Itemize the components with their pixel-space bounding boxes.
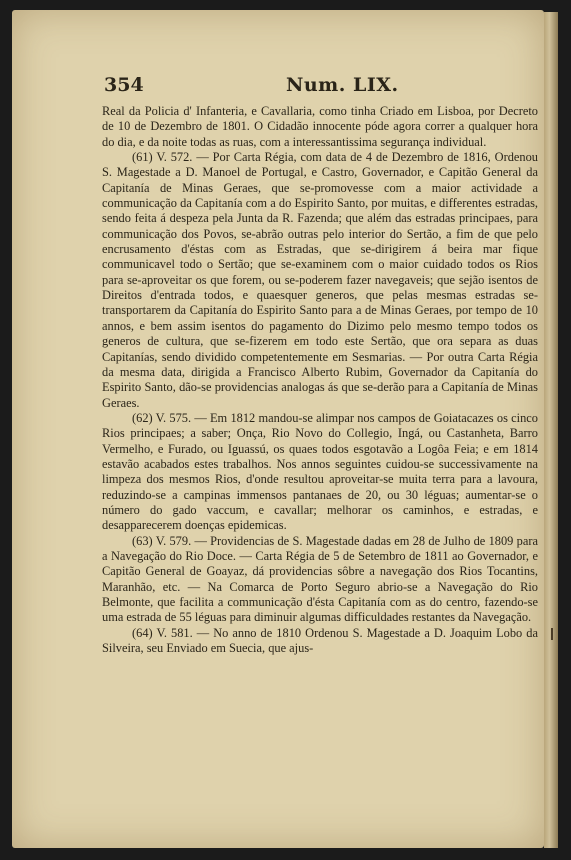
margin-mark <box>551 628 553 640</box>
body-text <box>102 104 538 656</box>
note-64: (64) V. 581. — No anno de 1810 Ordenou S. Magestade a D. Joaquim Lobo da Silveira, seu Enviado em Suecia, que ajus- <box>102 625 538 656</box>
page-header <box>104 74 524 96</box>
note-63: (63) V. 579. — Providencias de S. Magestade dadas em 28 de Julho de 1809 para a Navegação do Rio Doce. — Carta Régia de 5 de Setembro de 1811 ao Governador, e Capitão General de Goayaz, dá providencias sôbre a navegação dos Rios Tocantins, Maranhão, etc. — Na Comarca de Porto Seguro abrio-se a Navegação do Rio Belmonte, que facilita a communicação d'ésta Capitanía com as do centro, fazendo-se uma estrada de 55 léguas para diminuir algumas difficuldades restantes da Navegação. <box>102 533 538 625</box>
page-number: 354 <box>104 74 144 96</box>
note-62: (62) V. 575. — Em 1812 mandou-se alimpar nos campos de Goiatacazes os cinco Rios principaes; a saber; Onça, Rio Novo do Collegio, Ingá, ou Castanheta, Barro Vermelho, e Furado, ou Iguassú, os quaes todos esgotavão a Logôa Feia; e em 1814 estavão acabados estes trabalhos. Nos annos seguintes cuidou-se successivamente na limpeza dos mesmos Rios, d'onde resultou aproveitar-se muita terra para a lavoura, reduzindo-se a campinas immensos pantanaes de 20, ou 30 léguas; aumentar-se o número do gado vaccum, e cavallar; melhorar os caminhos, e estradas, e desapparecerem doenças epidemicas. <box>102 410 538 533</box>
page-edge <box>544 12 558 848</box>
note-61: (61) V. 572. — Por Carta Régia, com data de 4 de Dezembro de 1816, Ordenou S. Magestade a D. Manoel de Portugal, e Castro, Governador, e Capitão General da Capitanía de Minas Geraes, que se-promovesse com a maior actividade a communicação da Capitanía com a do Espirito Santo, por muitas, e differentes estradas, sendo feita á despeza pela Junta da R. Fazenda; que além das estradas principaes, para communicação dos Povos, se-abrão outras pelo interior do Sertão, a fim de que pelo encrusamento d'éstas com as Estradas, que se-dirigirem á beira mar fique communicavel todo o Sertão; que se-examinem com o maior cuidado todos os Rios para se-aproveitar os que forem, ou se-poderem fazer navegaveis; que sejão isentos de Direitos d'entrada todos, e quaesquer generos, que pelas mesmas estradas se-transportarem da Capitanía do Espirito Santo para a de Minas Geraes, por tempo de 10 annos, e bem assim isentos do pagamento do Dizimo pelo mesmo tempo todos os generos de cultura, que se-fizerem em todo este Sertão, que ora separa as duas Capitanías, sendo dividido competentemente em Sesmarias. — Por outra Carta Régia da mesma data, dirigida a Francisco Alberto Rubim, Governador da Capitanía do Espirito Santo, dão-se providencias analogas ás que se-derão para a Capitanía de Minas Geraes. <box>102 150 538 410</box>
running-head: Num. LIX. <box>286 74 399 96</box>
paragraph-continuation: Real da Policia d' Infanteria, e Cavallaria, como tinha Criado em Lisboa, por Decreto de 10 de Dezembro de 1801. O Cidadão innocente póde agora correr a qualquer hora do dia, e da noite todas as ruas, com a interessantissima segurança individual. <box>102 104 538 149</box>
